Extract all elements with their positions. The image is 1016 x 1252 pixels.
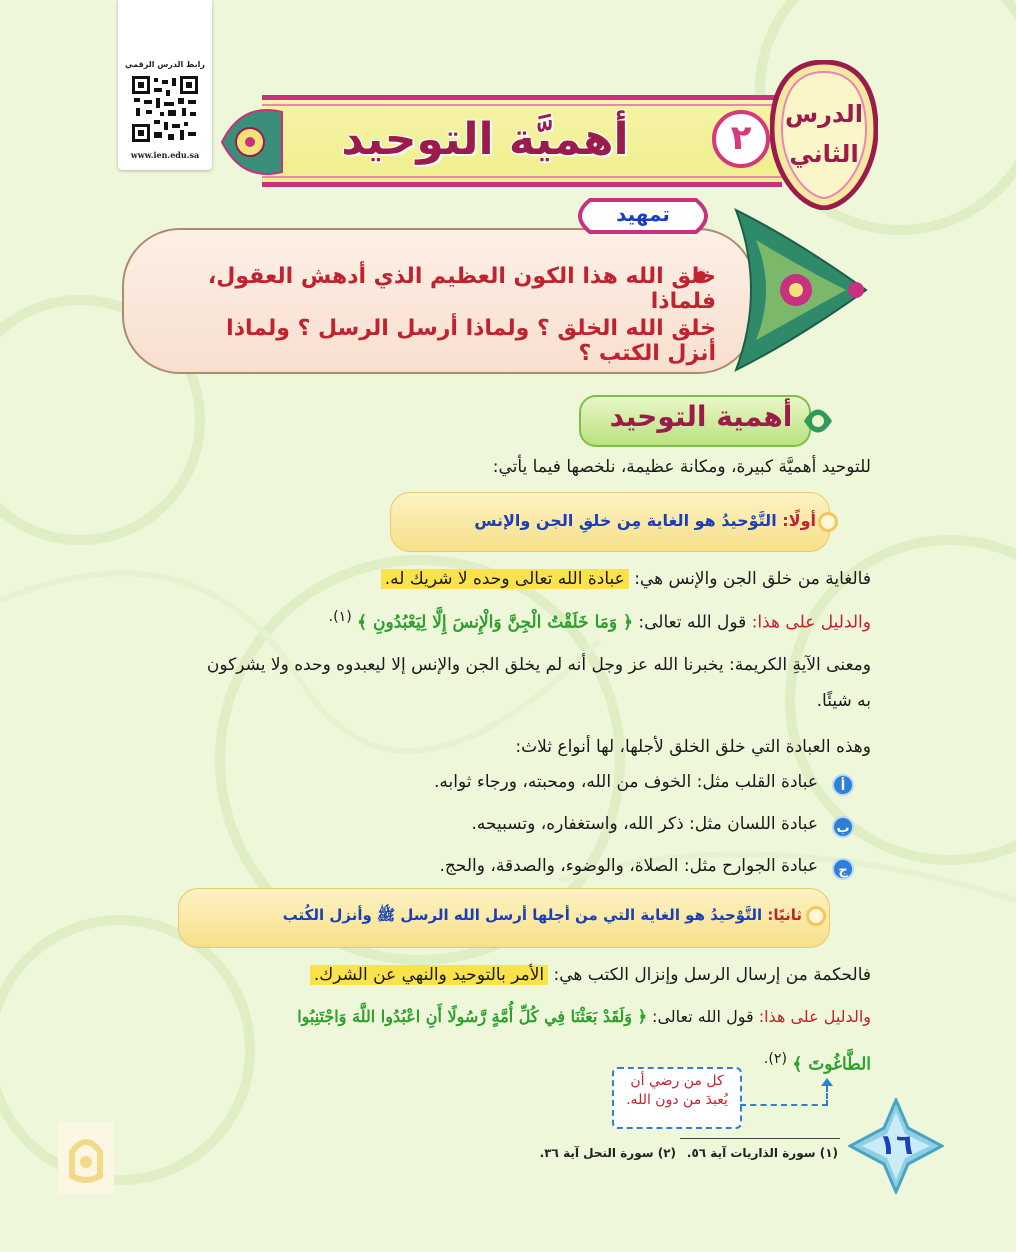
type-1-num: أ [832,774,854,796]
point-2-evidence-label: والدليل على هذا: [758,1007,871,1026]
note-connector-vertical [826,1086,828,1106]
point-2-bullet-icon [806,906,826,926]
type-2-num: ب [832,816,854,838]
point-1-verse-ref: (١). [328,609,352,625]
point-1-purpose [381,564,871,594]
point-1-evidence-text: قول الله تعالى: [638,612,747,633]
lesson-label-bottom: الثاني [789,140,859,168]
type-1-text: عبادة القلب مثل: الخوف من الله، ومحبته، ورجاء ثوابه. [433,772,818,792]
point-1-evidence [329,602,871,638]
point-1-title [474,511,816,530]
point-1-prefix: أولًا: [782,511,816,530]
page-number: ١٦ [878,1128,914,1161]
point-2-evidence [297,1002,871,1032]
point-2-verse-line-2: الطَّاغُوتَ ﴾ [792,1054,871,1075]
note-line-2: يُعبدَ من دون الله. [626,1092,728,1108]
point-2-verse-line-1: ﴿ وَلَقَدْ بَعَثْنَا فِي كُلِّ أُمَّةٍ رَّسُولًا أَنِ اعْبُدُوا اللَّهَ وَاجْتَنِبُوا [297,1007,647,1026]
banner-ornament-left-icon [212,92,288,192]
point-2-wisdom-highlight: الأمر بالتوحيد والنهي عن الشرك. [310,965,548,985]
section-intro-text: للتوحيد أهميَّة كبيرة، ومكانة عظيمة، نلخصها فيما يأتي: [492,457,871,477]
lesson-number: ٢ [712,110,770,168]
point-2-title [283,906,802,928]
section-heading: أهمية التوحيد [609,400,793,433]
intro-ornament-icon [716,200,876,380]
note-line-1: كل من رضي أن [630,1073,724,1089]
point-2-prefix: ثانيًا: [767,906,802,924]
point-1-types-intro: وهذه العبادة التي خلق الخلق لأجلها، لها أنواع ثلاث: [515,737,871,757]
lesson-badge-icon [770,60,878,210]
intro-line-2: خلق الله الخلق ؟ ولماذا أرسل الرسل ؟ ولماذا أنزل الكتب ؟ [226,316,716,366]
point-1-evidence-label: والدليل على هذا: [751,612,871,633]
type-2-text: عبادة اللسان مثل: ذكر الله، واستغفاره، وتسبيحه. [471,814,818,834]
point-1-meaning-line-2: به شيئًا. [816,691,871,711]
publisher-logo-icon [58,1122,114,1194]
point-1-purpose-highlight: عبادة الله تعالى وحده لا شريك له. [381,569,629,589]
footnote-divider [680,1138,840,1139]
qr-code-icon[interactable] [132,76,198,142]
point-2-wisdom-prefix: فالحكمة من إرسال الرسل وإنزال الكتب هي: [553,965,871,985]
footnote-1: (١) سورة الذاريات آية ٥٦. [686,1146,838,1160]
point-2-evidence-text: قول الله تعالى: [652,1007,754,1026]
page-title: أهميَّة التوحيد [341,114,629,165]
point-1-purpose-prefix: فالغاية من خلق الجن والإنس هي: [634,569,871,589]
footnote-2: (٢) سورة النحل آية ٣٦. [539,1146,676,1160]
point-2-wisdom [310,960,871,990]
point-1-meaning-line-1: ومعنى الآيةِ الكريمة: يخبرنا الله عز وجل أنه لم يخلق الجن والإنس إلا ليعبدوه وحده ولا يشركون [206,655,871,675]
intro-line-1: خلق الله هذا الكون العظيم الذي أدهش العقول، فلماذا [207,264,716,314]
definition-note [612,1067,742,1129]
qr-label: رابط الدرس الرقمي [125,60,205,69]
arrow-up-icon [821,1078,833,1086]
point-1-title-text: التَّوْحيدُ هو الغاية مِن خلقِ الجن والإنس [474,511,777,530]
type-3-num: ج [832,858,854,880]
point-2-verse-continuation [764,1044,871,1080]
point-1-verse: ﴿ وَمَا خَلَقْتُ الْجِنَّ وَالْإِنسَ إِلَّا لِيَعْبُدُونِ ﴾ [357,612,633,633]
qr-panel [118,0,212,170]
point-1-bullet-icon [818,512,838,532]
type-3-text: عبادة الجوارح مثل: الصلاة، والوضوء، والصدقة، والحج. [439,856,818,876]
qr-url[interactable]: www.ien.edu.sa [130,150,200,160]
point-2-verse-ref: (٢). [763,1051,787,1067]
intro-label: تمهيد [616,202,670,226]
lesson-label-top: الدرس [784,100,864,128]
point-2-title-text: التَّوْحيدُ هو الغاية التي من أجلها أرسل الله الرسل ﷺ وأنزل الكُتب [282,906,763,924]
note-connector [740,1104,828,1106]
